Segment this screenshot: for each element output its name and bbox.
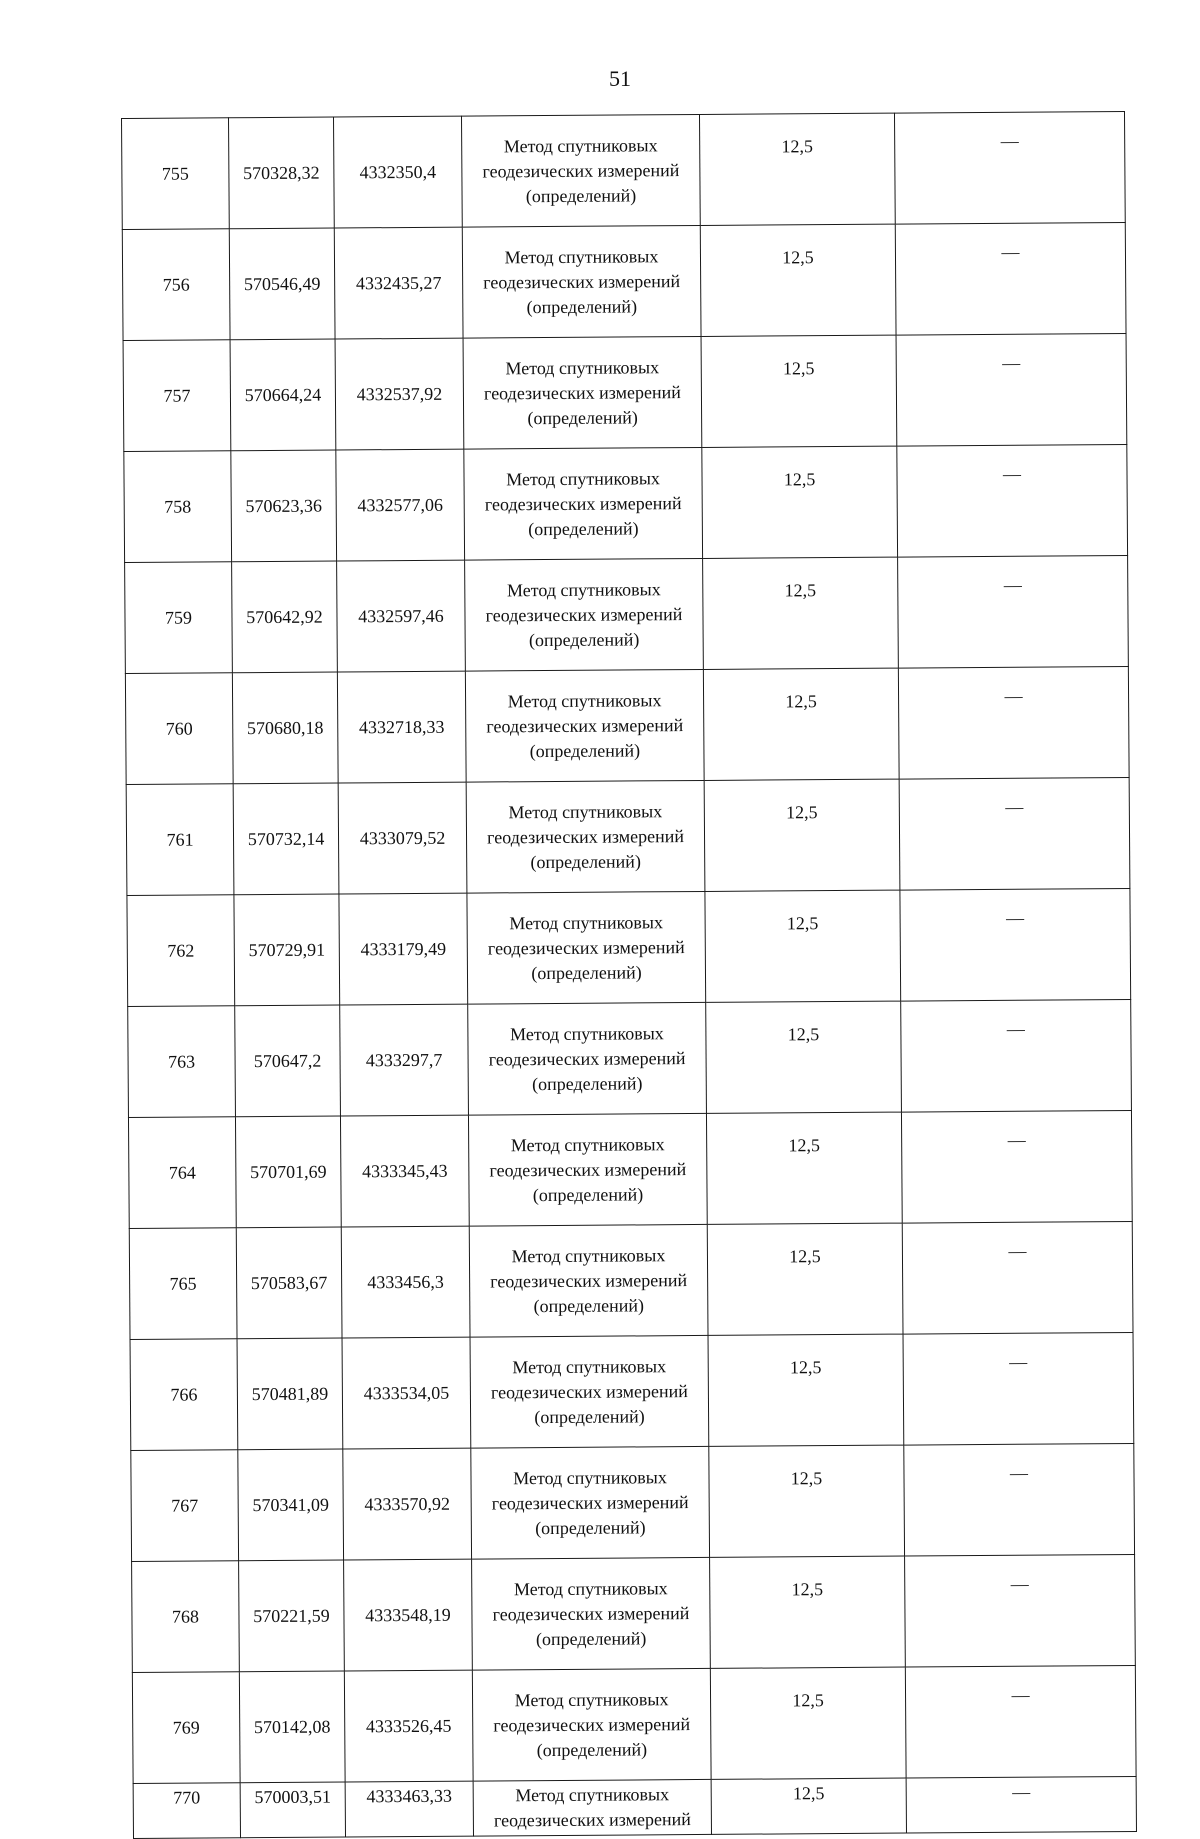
point-number-cell: 763 [128, 1006, 236, 1118]
table-row [124, 444, 1128, 562]
table-row [133, 1776, 1136, 1838]
point-number-cell: 756 [122, 229, 230, 341]
method-cell [461, 114, 700, 227]
x-coordinate-cell: 570546,49 [229, 228, 335, 340]
method-line: геодезических измерений [490, 1269, 688, 1291]
method-line: Метод спутниковых [512, 1355, 667, 1377]
method-line: (определений) [533, 1294, 645, 1316]
method-cell [469, 1224, 708, 1337]
method-line: геодезических измерений [493, 1713, 691, 1735]
y-coordinate-cell: 4332718,33 [337, 671, 466, 783]
method-line: Метод спутниковых [515, 1784, 670, 1806]
method-cell [464, 447, 703, 560]
point-number-cell: 765 [129, 1228, 237, 1340]
x-coordinate-cell: 570623,36 [231, 450, 337, 562]
table-row [128, 999, 1132, 1117]
point-number-cell: 757 [123, 340, 231, 452]
table-row [130, 1332, 1134, 1450]
method-cell [472, 1668, 711, 1781]
y-coordinate-cell: 4332435,27 [334, 227, 463, 339]
point-number-cell: 755 [122, 118, 230, 230]
method-line: (определений) [526, 295, 638, 317]
note-dash-cell: — [898, 555, 1129, 668]
method-line: геодезических измерений [488, 1047, 686, 1069]
table-row [125, 555, 1129, 673]
method-line: Метод спутниковых [506, 578, 661, 600]
method-line: геодезических измерений [492, 1602, 690, 1624]
note-dash-cell: — [905, 1665, 1136, 1778]
method-line: Метод спутниковых [507, 689, 662, 711]
note-dash-cell: — [894, 111, 1125, 224]
note-dash-cell: — [902, 1221, 1133, 1334]
method-line: Метод спутниковых [513, 1577, 668, 1599]
y-coordinate-cell: 4333345,43 [340, 1115, 469, 1227]
accuracy-cell: 12,5 [702, 446, 898, 558]
method-line: (определений) [531, 961, 642, 983]
method-cell [466, 780, 705, 893]
method-line: геодезических измерений [483, 270, 681, 292]
method-cell [463, 336, 702, 449]
table-row [123, 333, 1127, 451]
note-dash-cell: — [899, 777, 1130, 890]
accuracy-cell: 12,5 [706, 1001, 902, 1113]
method-line: геодезических измерений [490, 1380, 688, 1402]
table-row [127, 888, 1131, 1006]
point-number-cell: 764 [128, 1117, 236, 1229]
y-coordinate-cell: 4333570,92 [343, 1448, 472, 1560]
method-line: (определений) [525, 184, 637, 206]
method-line: Метод спутниковых [503, 134, 658, 156]
method-cell [467, 891, 706, 1004]
accuracy-cell: 12,5 [699, 113, 895, 225]
accuracy-cell: 12,5 [703, 557, 899, 669]
accuracy-cell: 12,5 [710, 1667, 906, 1779]
y-coordinate-cell: 4333297,7 [340, 1004, 469, 1116]
x-coordinate-cell: 570221,59 [239, 1560, 345, 1672]
method-cell [472, 1557, 711, 1670]
method-line: (определений) [527, 406, 638, 428]
method-line: геодезических измерений [486, 714, 684, 736]
note-dash-cell: — [904, 1443, 1135, 1556]
x-coordinate-cell: 570647,2 [235, 1005, 341, 1117]
table-row [132, 1665, 1136, 1783]
y-coordinate-cell: 4332577,06 [336, 449, 465, 561]
method-line: геодезических измерений [491, 1491, 689, 1513]
y-coordinate-cell: 4333456,3 [341, 1226, 470, 1338]
method-line: геодезических измерений [484, 492, 682, 514]
y-coordinate-cell: 4333079,52 [338, 782, 467, 894]
y-coordinate-cell: 4333548,19 [344, 1559, 473, 1671]
note-dash-cell: — [898, 666, 1129, 779]
method-cell [468, 1002, 707, 1115]
method-cell [462, 225, 701, 338]
accuracy-cell: 12,5 [701, 335, 897, 447]
accuracy-cell: 12,5 [710, 1556, 906, 1668]
table-row [128, 1110, 1132, 1228]
accuracy-cell: 12,5 [709, 1445, 905, 1557]
method-line: геодезических измерений [487, 936, 685, 958]
method-line: (определений) [529, 739, 641, 761]
method-line: (определений) [528, 628, 640, 650]
accuracy-cell: 12,5 [706, 1112, 902, 1224]
x-coordinate-cell: 570664,24 [230, 339, 336, 451]
x-coordinate-cell: 570701,69 [235, 1116, 341, 1228]
x-coordinate-cell: 570732,14 [233, 783, 339, 895]
point-number-cell: 767 [131, 1450, 239, 1562]
page-number: 51 [609, 66, 631, 91]
accuracy-cell: 12,5 [703, 668, 899, 780]
point-number-cell: 758 [124, 451, 232, 563]
method-line: (определений) [528, 517, 639, 539]
x-coordinate-cell: 570583,67 [236, 1227, 342, 1339]
point-number-cell: 762 [127, 895, 235, 1007]
method-cell [465, 669, 704, 782]
note-dash-cell: — [897, 444, 1128, 557]
method-line: геодезических измерений [489, 1158, 687, 1180]
method-line: (определений) [535, 1627, 647, 1649]
table-row [129, 1221, 1133, 1339]
method-line: (определений) [535, 1516, 646, 1538]
method-line: геодезических измерений [485, 603, 683, 625]
method-cell [473, 1779, 711, 1836]
y-coordinate-cell: 4332597,46 [337, 560, 466, 672]
point-number-cell: 770 [133, 1783, 240, 1839]
table-row [131, 1443, 1135, 1561]
y-coordinate-cell: 4333463,33 [345, 1781, 473, 1837]
table-row [122, 111, 1126, 229]
method-line: Метод спутниковых [509, 911, 664, 933]
y-coordinate-cell: 4333526,45 [344, 1670, 473, 1782]
table-row [122, 222, 1126, 340]
method-line: Метод спутниковых [504, 245, 659, 267]
method-cell [465, 558, 704, 671]
accuracy-cell: 12,5 [711, 1778, 906, 1834]
method-line: Метод спутниковых [511, 1244, 666, 1266]
method-line: (определений) [534, 1405, 645, 1427]
y-coordinate-cell: 4332537,92 [335, 338, 464, 450]
method-line: Метод спутниковых [508, 800, 663, 822]
method-line: (определений) [530, 850, 641, 872]
note-dash-cell: — [896, 333, 1127, 446]
point-number-cell: 769 [132, 1672, 240, 1784]
y-coordinate-cell: 4332350,4 [333, 116, 462, 228]
x-coordinate-cell: 570142,08 [239, 1671, 345, 1783]
table-row [125, 666, 1129, 784]
point-number-cell: 759 [125, 562, 233, 674]
accuracy-cell: 12,5 [705, 890, 901, 1002]
accuracy-cell: 12,5 [704, 779, 900, 891]
method-line: геодезических измерений [482, 159, 680, 181]
point-number-cell: 760 [125, 673, 233, 785]
method-cell [470, 1335, 709, 1448]
note-dash-cell: — [906, 1776, 1136, 1833]
y-coordinate-cell: 4333179,49 [339, 893, 468, 1005]
y-coordinate-cell: 4333534,05 [342, 1337, 471, 1449]
x-coordinate-cell: 570729,91 [234, 894, 340, 1006]
accuracy-cell: 12,5 [707, 1223, 903, 1335]
method-line: Метод спутниковых [513, 1466, 667, 1488]
table-row [132, 1554, 1136, 1672]
method-line: Метод спутниковых [509, 1022, 664, 1044]
x-coordinate-cell: 570341,09 [238, 1449, 344, 1561]
note-dash-cell: — [901, 1110, 1132, 1223]
note-dash-cell: — [905, 1554, 1136, 1667]
x-coordinate-cell: 570481,89 [237, 1338, 343, 1450]
note-dash-cell: — [900, 888, 1131, 1001]
method-line: геодезических измерений [493, 1809, 691, 1831]
method-line: (определений) [531, 1072, 643, 1094]
accuracy-cell: 12,5 [708, 1334, 904, 1446]
method-line: Метод спутниковых [514, 1688, 669, 1710]
method-line: Метод спутниковых [510, 1133, 665, 1155]
method-line: геодезических измерений [487, 825, 685, 847]
accuracy-cell: 12,5 [700, 224, 896, 336]
method-line: (определений) [532, 1183, 644, 1205]
x-coordinate-cell: 570003,51 [240, 1782, 345, 1838]
note-dash-cell: — [903, 1332, 1134, 1445]
method-line: Метод спутниковых [505, 356, 660, 378]
method-line: (определений) [536, 1738, 648, 1760]
note-dash-cell: — [895, 222, 1126, 335]
coordinates-table [121, 111, 1137, 1839]
point-number-cell: 768 [132, 1561, 240, 1673]
method-cell [468, 1113, 707, 1226]
table-row [126, 777, 1130, 895]
point-number-cell: 761 [126, 784, 234, 896]
point-number-cell: 766 [130, 1339, 238, 1451]
method-line: геодезических измерений [483, 381, 681, 403]
method-line: Метод спутниковых [506, 467, 660, 489]
note-dash-cell: — [901, 999, 1132, 1112]
x-coordinate-cell: 570680,18 [232, 672, 338, 784]
x-coordinate-cell: 570642,92 [232, 561, 338, 673]
table-body [122, 111, 1137, 1838]
method-cell [471, 1446, 710, 1559]
x-coordinate-cell: 570328,32 [229, 117, 335, 229]
